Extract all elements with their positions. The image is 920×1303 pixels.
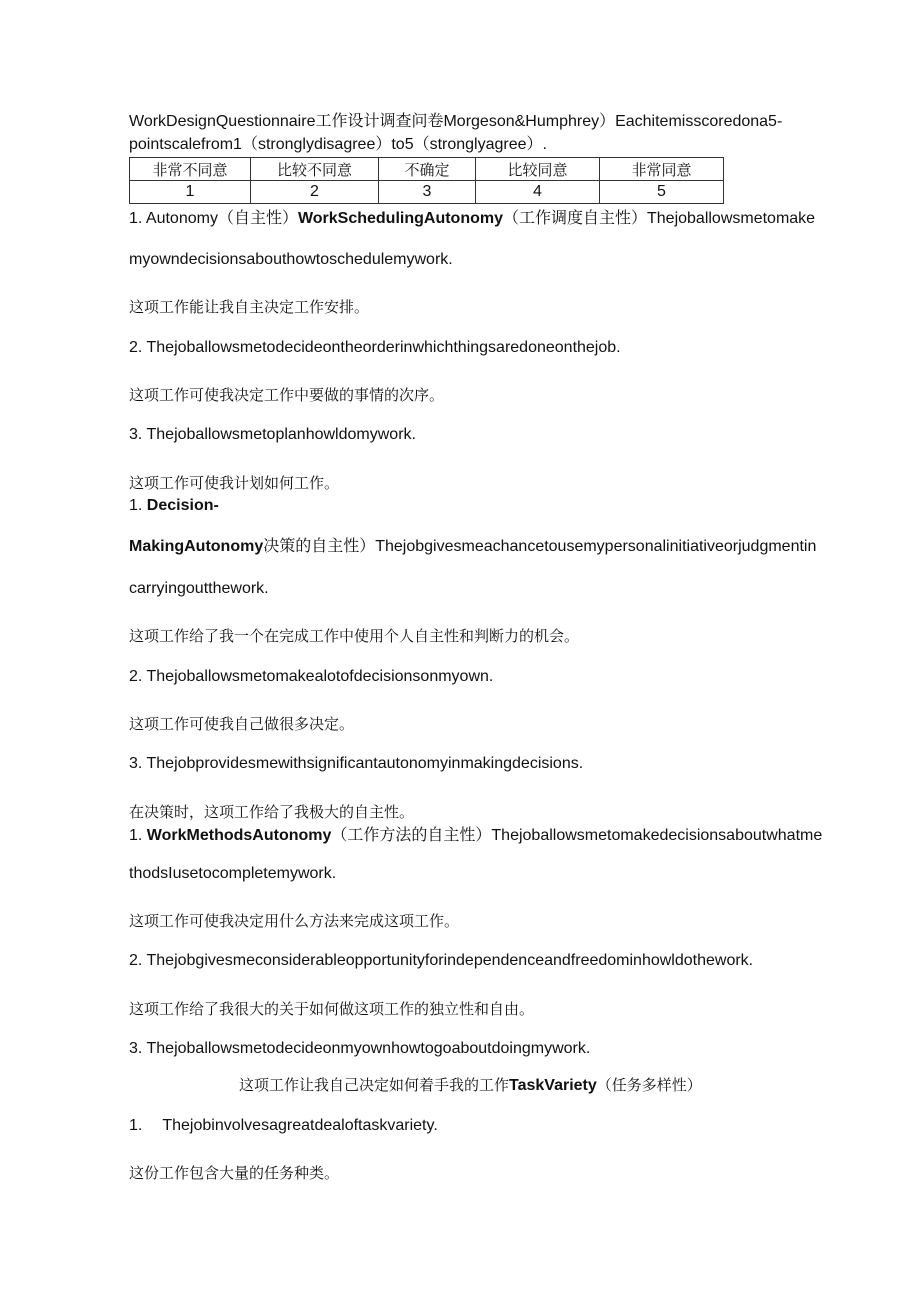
header-line-2: pointscalefrom1（stronglydisagree）to5（stronglyagree）. <box>129 136 547 153</box>
s3-heading <box>129 826 822 846</box>
s1-heading <box>129 209 815 229</box>
task-variety-bold: TaskVariety <box>509 1077 597 1094</box>
s1-heading-suffix: （工作调度自主性）Thejoballowsmetomake <box>503 210 816 227</box>
s4-item-1-num: 1. <box>129 1117 143 1134</box>
s3-item-3: 3. Thejoballowsmetodecideonmyownhowtogoaboutdoingmywork. <box>129 1040 591 1057</box>
scale-label-row <box>130 158 724 181</box>
s2-bold-2: MakingAutonomy <box>129 538 264 555</box>
s3-suffix: （工作方法的自主性）Thejoballowsmetomakedecisionsaboutwhatme <box>331 827 823 844</box>
scale-label: 比较同意 <box>476 158 600 181</box>
s1-cn-2: 这项工作可使我决定工作中要做的事情的次序。 <box>129 386 445 404</box>
scale-label: 非常同意 <box>600 158 724 181</box>
s2-item-2: 2. Thejoballowsmetomakealotofdecisionsonmyown. <box>129 668 494 685</box>
s3-cn-3-task-variety-heading <box>239 1075 702 1096</box>
scale-value-row <box>130 181 724 204</box>
s2-heading-2 <box>129 537 816 557</box>
s4-cn-1: 这份工作包含大量的任务种类。 <box>129 1164 340 1182</box>
s2-cn-3: 在决策时，这项工作给了我极大的自主性。 <box>129 803 415 821</box>
s1-cn-1: 这项工作能让我自主决定工作安排。 <box>129 298 370 316</box>
scale-value: 5 <box>600 181 724 204</box>
s2-suffix: 决策的自主性）Thejobgivesmeachancetousemypersonalinitiativeorjudgmentin <box>263 538 817 555</box>
s3-line-2: thodsIusetocompletemywork. <box>129 865 337 882</box>
scale-value: 1 <box>130 181 251 204</box>
s1-item-3: 3. Thejoballowsmetoplanhowldomywork. <box>129 426 416 443</box>
s3-cn-3-suffix: （任务多样性） <box>596 1076 702 1094</box>
s3-bold: WorkMethodsAutonomy <box>146 827 332 844</box>
s3-cn-2: 这项工作给了我很大的关于如何做这项工作的独立性和自由。 <box>129 1000 535 1018</box>
s1-heading-prefix: 1. Autonomy（自主性） <box>129 210 298 227</box>
s3-cn-1: 这项工作可使我决定用什么方法来完成这项工作。 <box>129 912 460 930</box>
s2-item-3: 3. Thejobprovidesmewithsignificantautonomyinmakingdecisions. <box>129 755 584 772</box>
scale-value: 3 <box>379 181 476 204</box>
s3-num: 1. <box>129 827 147 844</box>
header-line-1: WorkDesignQuestionnaire工作设计调查问卷Morgeson&Humphrey）Eachitemisscoredona5- <box>129 113 783 130</box>
s2-heading-1 <box>129 496 219 516</box>
scale-value: 4 <box>476 181 600 204</box>
s2-cn-2: 这项工作可使我自己做很多决定。 <box>129 715 355 733</box>
s1-line-2: myowndecisionsabouthowtoschedulemywork. <box>129 251 453 268</box>
scale-label: 不确定 <box>379 158 476 181</box>
s1-cn-3: 这项工作可使我计划如何工作。 <box>129 474 340 492</box>
s1-heading-bold: WorkSchedulingAutonomy <box>297 210 503 227</box>
s4-item-1-text: Thejobinvolvesagreatdealoftaskvariety. <box>162 1117 438 1134</box>
s2-line-3: carryingoutthework. <box>129 580 269 597</box>
s3-cn-3-prefix: 这项工作让我自己决定如何着手我的工作 <box>239 1076 510 1094</box>
s1-item-2: 2. Thejoballowsmetodecideontheorderinwhichthingsaredoneonthejob. <box>129 339 621 356</box>
s2-cn-1: 这项工作给了我一个在完成工作中使用个人自主性和判断力的机会。 <box>129 627 580 645</box>
s4-item-1 <box>129 1116 438 1136</box>
s2-num: 1. <box>129 497 147 514</box>
rating-scale-table <box>129 157 724 204</box>
scale-label: 非常不同意 <box>130 158 251 181</box>
scale-label: 比较不同意 <box>251 158 379 181</box>
s2-bold-1: Decision- <box>146 497 219 514</box>
s3-item-2: 2. Thejobgivesmeconsiderableopportunityforindependenceandfreedominhowldothework. <box>129 952 754 969</box>
scale-value: 2 <box>251 181 379 204</box>
